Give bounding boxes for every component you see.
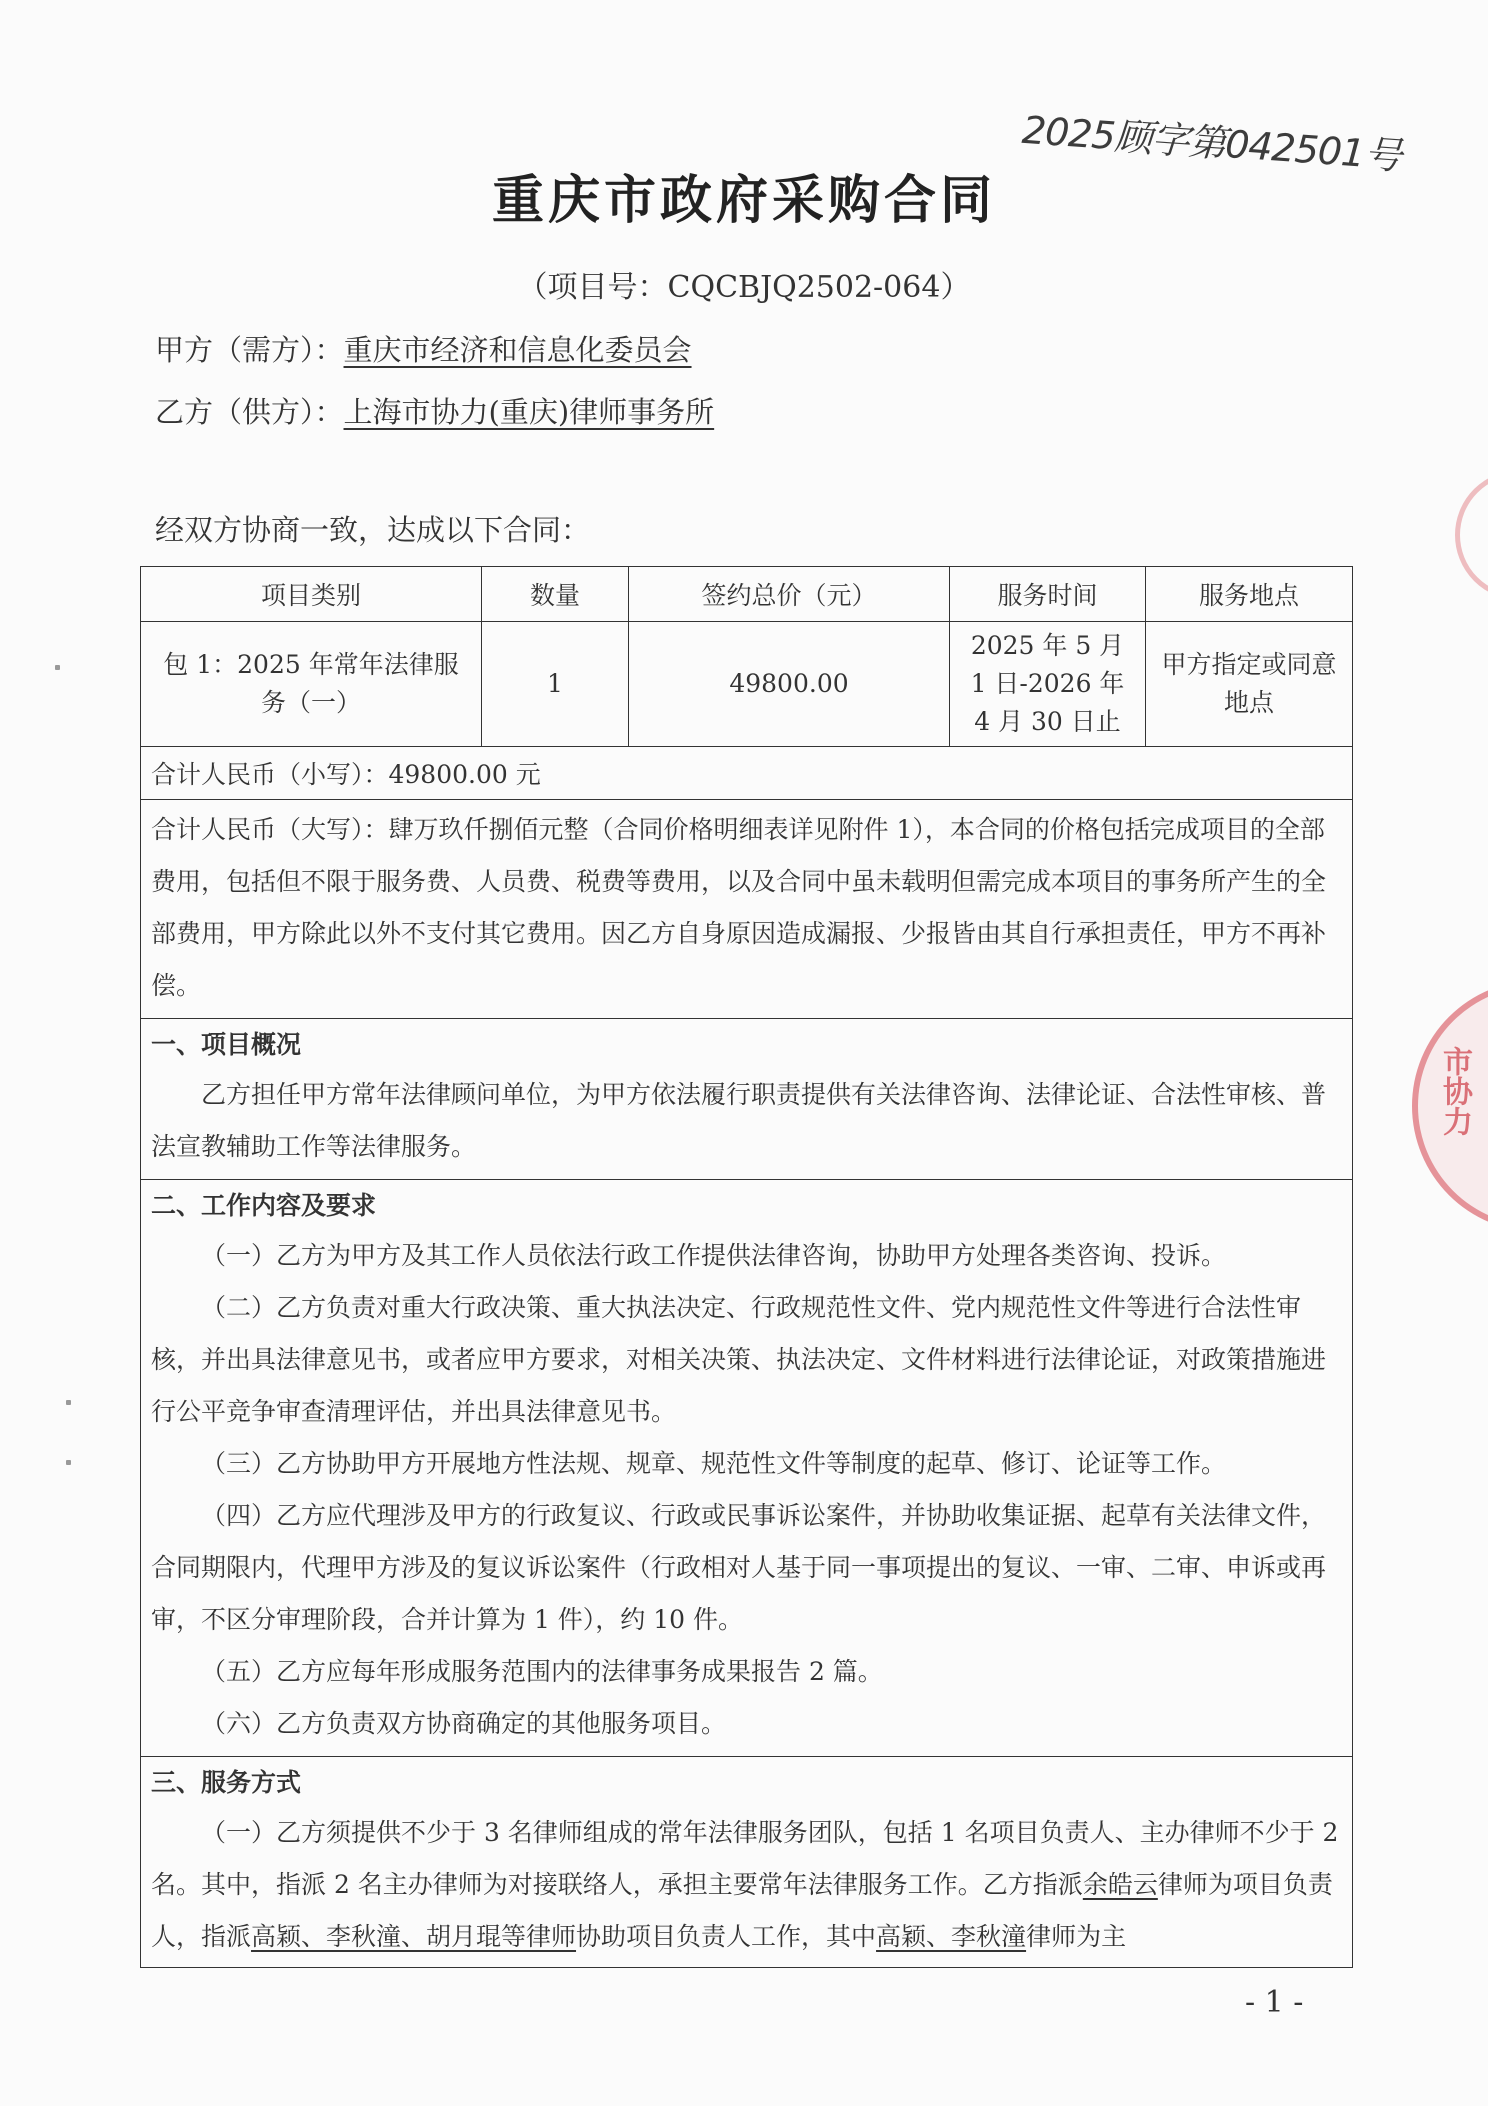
header-time: 服务时间 bbox=[950, 567, 1146, 622]
seal-text: 市协力 bbox=[1437, 1046, 1472, 1136]
sum-big-row bbox=[141, 800, 1353, 1019]
section-3-text-4: 律师为主 bbox=[1026, 1922, 1127, 1951]
section-2-row bbox=[141, 1180, 1353, 1757]
party-b-value: 上海市协力(重庆)律师事务所 bbox=[343, 395, 715, 429]
section-3-title: 三、服务方式 bbox=[151, 1768, 302, 1797]
section-2-title: 二、工作内容及要求 bbox=[151, 1191, 377, 1220]
section-3-text-3: 协助项目负责人工作，其中 bbox=[576, 1922, 877, 1951]
law-firm-seal bbox=[1412, 980, 1488, 1232]
section-3-text-2: 律师为项目负责人，指派 bbox=[151, 1870, 1333, 1951]
cell-total: 49800.00 bbox=[629, 622, 950, 747]
party-a-label: 甲方（需方）： bbox=[155, 333, 344, 367]
section-3-row bbox=[141, 1757, 1353, 1968]
contract-table bbox=[140, 566, 1353, 1968]
project-number: （项目号：CQCBJQ2502-064） bbox=[517, 270, 971, 305]
partial-seal-top bbox=[1455, 470, 1488, 600]
section-2-item-6: （六）乙方负责双方协商确定的其他服务项目。 bbox=[201, 1709, 727, 1738]
cell-time: 2025 年 5 月 1 日-2026 年 4 月 30 日止 bbox=[950, 622, 1146, 747]
intro-text: 经双方协商一致，达成以下合同： bbox=[155, 513, 591, 547]
party-a-value: 重庆市经济和信息化委员会 bbox=[343, 333, 692, 367]
party-b bbox=[155, 390, 714, 431]
section-1-row bbox=[141, 1019, 1353, 1180]
scan-mark bbox=[55, 665, 60, 670]
section-3-body bbox=[151, 1807, 1342, 1963]
header-total: 签约总价（元） bbox=[629, 567, 950, 622]
section-2-item-2: （二）乙方负责对重大行政决策、重大执法决定、行政规范性文件、党内规范性文件等进行合法性审核，并出具法律意见书，或者应甲方要求，对相关决策、执法决定、文件材料进行法律论证，对政策措施进行公平竞争审查清理评估，并出具法律意见书。 bbox=[151, 1293, 1327, 1426]
table-row bbox=[141, 622, 1353, 747]
section-2-item-4: （四）乙方应代理涉及甲方的行政复议、行政或民事诉讼案件，并协助收集证据、起草有关法律文件，合同期限内，代理甲方涉及的复议诉讼案件（行政相对人基于同一事项提出的复议、一审、二审、申诉或再审，不区分审理阶段，合并计算为 1 件），约 10 件。 bbox=[151, 1501, 1327, 1634]
scan-mark bbox=[66, 1460, 71, 1465]
main-lawyers: 高颖、李秋潼 bbox=[876, 1922, 1027, 1951]
project-lead-name: 余皓云 bbox=[1082, 1870, 1158, 1899]
header-place: 服务地点 bbox=[1146, 567, 1353, 622]
header-category: 项目类别 bbox=[141, 567, 482, 622]
sum-small-row bbox=[141, 747, 1353, 800]
sum-small: 合计人民币（小写）：49800.00 元 bbox=[141, 747, 1353, 800]
cell-quantity: 1 bbox=[482, 622, 629, 747]
sum-big: 合计人民币（大写）：肆万玖仟捌佰元整（合同价格明细表详见附件 1），本合同的价格包括完成项目的全部费用，包括但不限于服务费、人员费、税费等费用，以及合同中虽未载明但需完成本项目的事务所产生的全部费用，甲方除此以外不支付其它费用。因乙方自身原因造成漏报、少报皆由其自行承担责任，甲方不再补偿。 bbox=[141, 800, 1353, 1019]
header-quantity: 数量 bbox=[482, 567, 629, 622]
party-b-label: 乙方（供方）： bbox=[155, 395, 344, 429]
page-number: - 1 - bbox=[1245, 1985, 1304, 2020]
section-2-item-3: （三）乙方协助甲方开展地方性法规、规章、规范性文件等制度的起草、修订、论证等工作。 bbox=[201, 1449, 1227, 1478]
page-title: 重庆市政府采购合同 bbox=[491, 171, 996, 231]
team-lawyers: 高颖、李秋潼、胡月琨等律师 bbox=[251, 1922, 577, 1951]
scan-mark bbox=[66, 1400, 71, 1405]
section-2-item-5: （五）乙方应每年形成服务范围内的法律事务成果报告 2 篇。 bbox=[201, 1657, 883, 1686]
section-3-text-1: （一）乙方须提供不少于 3 名律师组成的常年法律服务团队，包括 1 名项目负责人、主办律师不少于 2 名。其中，指派 2 名主办律师为对接联络人，承担主要常年法律服务工作。乙方指派 bbox=[151, 1818, 1339, 1899]
section-1-body: 乙方担任甲方常年法律顾问单位，为甲方依法履行职责提供有关法律咨询、法律论证、合法性审核、普法宣教辅助工作等法律服务。 bbox=[151, 1080, 1327, 1161]
party-a bbox=[155, 328, 692, 369]
section-2-item-1: （一）乙方为甲方及其工作人员依法行政工作提供法律咨询，协助甲方处理各类咨询、投诉。 bbox=[201, 1241, 1227, 1270]
handwritten-contract-number: 2025顾字第042501号 bbox=[1020, 107, 1403, 179]
cell-place: 甲方指定或同意地点 bbox=[1146, 622, 1353, 747]
table-header-row bbox=[141, 567, 1353, 622]
cell-category: 包 1：2025 年常年法律服务（一） bbox=[141, 622, 482, 747]
section-1-title: 一、项目概况 bbox=[151, 1030, 302, 1059]
